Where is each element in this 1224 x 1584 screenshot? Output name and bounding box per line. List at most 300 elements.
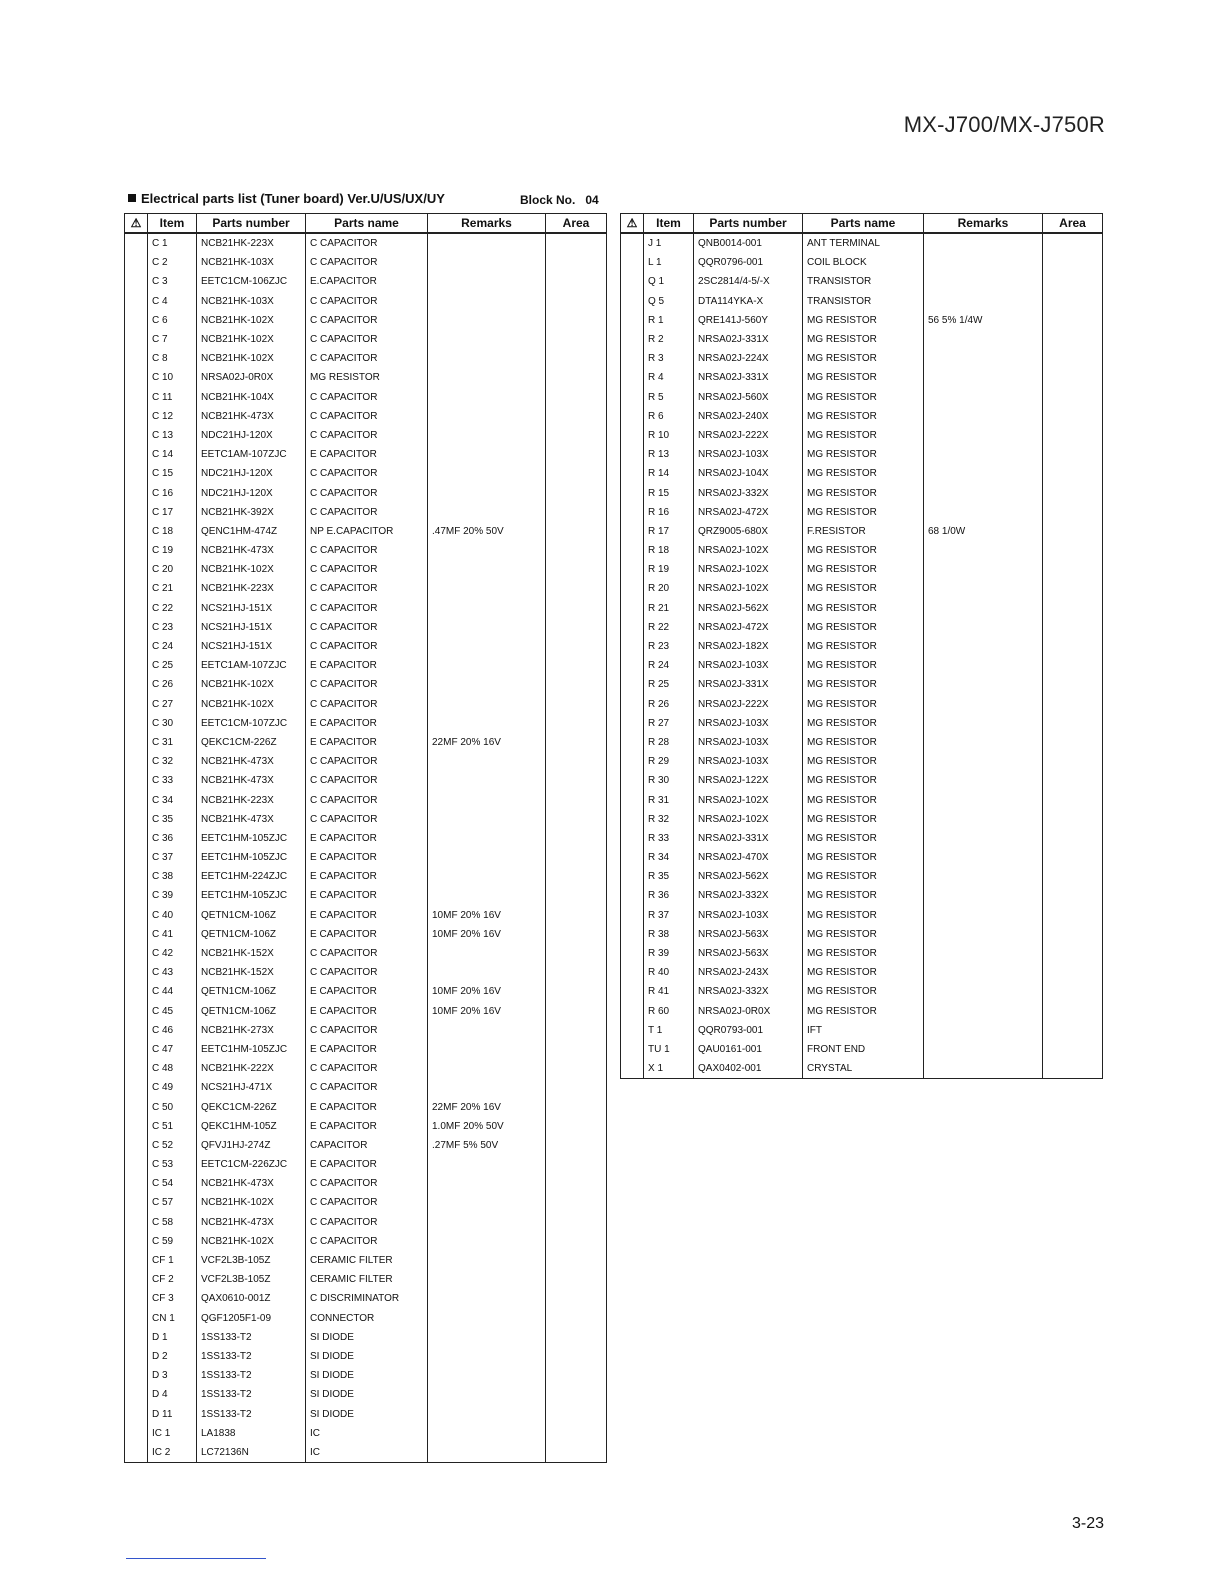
cell-remarks: 68 1/0W <box>924 522 1043 541</box>
cell-area <box>1043 790 1103 809</box>
column-header-parts-number: Parts number <box>197 214 306 234</box>
cell-parts-number: NRSA02J-102X <box>694 790 803 809</box>
cell-remarks <box>428 1251 546 1270</box>
cell-warning <box>125 253 148 272</box>
cell-item: C 17 <box>148 503 197 522</box>
cell-remarks <box>428 771 546 790</box>
cell-item: Q 1 <box>644 272 694 291</box>
cell-remarks <box>428 637 546 656</box>
parts-table-right <box>620 213 1103 1079</box>
table-header-row <box>125 214 607 234</box>
cell-area <box>1043 464 1103 483</box>
cell-parts-name: C CAPACITOR <box>306 407 428 426</box>
cell-parts-number: NRSA02J-470X <box>694 848 803 867</box>
cell-parts-name: C CAPACITOR <box>306 1078 428 1097</box>
cell-area <box>546 560 607 579</box>
cell-parts-number: QFVJ1HJ-274Z <box>197 1136 306 1155</box>
table-row <box>125 464 607 483</box>
cell-parts-number: EETC1CM-226ZJC <box>197 1155 306 1174</box>
cell-warning <box>621 1040 644 1059</box>
cell-remarks <box>428 1443 546 1463</box>
cell-parts-number: QQR0796-001 <box>694 253 803 272</box>
cell-remarks <box>924 1059 1043 1079</box>
cell-parts-name: C CAPACITOR <box>306 944 428 963</box>
cell-area <box>546 963 607 982</box>
cell-parts-number: NRSA02J-222X <box>694 695 803 714</box>
cell-warning <box>621 944 644 963</box>
cell-item: R 17 <box>644 522 694 541</box>
cell-parts-number: NRSA02J-102X <box>694 579 803 598</box>
cell-item: C 31 <box>148 733 197 752</box>
column-header-item: Item <box>148 214 197 234</box>
cell-parts-name: E CAPACITOR <box>306 925 428 944</box>
cell-area <box>1043 579 1103 598</box>
cell-warning <box>125 1309 148 1328</box>
cell-warning <box>125 503 148 522</box>
cell-area <box>1043 695 1103 714</box>
cell-remarks <box>428 656 546 675</box>
cell-parts-number: NCB21HK-473X <box>197 541 306 560</box>
table-row <box>621 848 1103 867</box>
column-header-remarks: Remarks <box>924 214 1043 234</box>
cell-item: D 11 <box>148 1404 197 1423</box>
parts-table-body <box>125 233 607 1463</box>
cell-parts-number: NRSA02J-182X <box>694 637 803 656</box>
cell-area <box>546 483 607 502</box>
cell-area <box>546 1347 607 1366</box>
cell-remarks <box>924 541 1043 560</box>
cell-warning <box>621 426 644 445</box>
cell-item: C 10 <box>148 368 197 387</box>
cell-area <box>1043 944 1103 963</box>
cell-warning <box>621 829 644 848</box>
cell-parts-number: QEKC1CM-226Z <box>197 733 306 752</box>
cell-item: R 14 <box>644 464 694 483</box>
table-row <box>125 982 607 1001</box>
cell-warning <box>621 714 644 733</box>
cell-item: C 15 <box>148 464 197 483</box>
cell-warning <box>125 1097 148 1116</box>
cell-remarks <box>428 618 546 637</box>
cell-item: R 16 <box>644 503 694 522</box>
cell-item: C 53 <box>148 1155 197 1174</box>
cell-warning <box>621 733 644 752</box>
cell-remarks <box>428 1193 546 1212</box>
cell-parts-number: NRSA02J-104X <box>694 464 803 483</box>
cell-remarks <box>428 790 546 809</box>
cell-warning <box>621 637 644 656</box>
cell-remarks <box>924 388 1043 407</box>
cell-parts-number: EETC1HM-105ZJC <box>197 886 306 905</box>
table-row <box>621 982 1103 1001</box>
table-row <box>125 771 607 790</box>
table-row <box>621 637 1103 656</box>
cell-item: R 13 <box>644 445 694 464</box>
table-row <box>125 1424 607 1443</box>
cell-area <box>546 867 607 886</box>
cell-item: C 19 <box>148 541 197 560</box>
cell-item: C 24 <box>148 637 197 656</box>
cell-warning <box>125 1155 148 1174</box>
cell-item: TU 1 <box>644 1040 694 1059</box>
cell-area <box>546 637 607 656</box>
cell-item: C 51 <box>148 1117 197 1136</box>
cell-parts-name: E CAPACITOR <box>306 656 428 675</box>
table-row <box>621 330 1103 349</box>
cell-parts-number: NRSA02J-0R0X <box>694 1002 803 1021</box>
cell-area <box>546 599 607 618</box>
cell-parts-name: E CAPACITOR <box>306 1040 428 1059</box>
cell-item: C 54 <box>148 1174 197 1193</box>
cell-parts-name: SI DIODE <box>306 1347 428 1366</box>
cell-area <box>546 1232 607 1251</box>
cell-parts-number: 1SS133-T2 <box>197 1366 306 1385</box>
cell-parts-name: C CAPACITOR <box>306 618 428 637</box>
cell-remarks: 22MF 20% 16V <box>428 733 546 752</box>
cell-area <box>1043 407 1103 426</box>
table-row <box>125 1174 607 1193</box>
table-row <box>621 1040 1103 1059</box>
warning-icon: ⚠ <box>125 214 148 234</box>
cell-area <box>546 253 607 272</box>
cell-parts-name: E CAPACITOR <box>306 1117 428 1136</box>
cell-area <box>1043 752 1103 771</box>
cell-warning <box>125 1404 148 1423</box>
cell-item: R 24 <box>644 656 694 675</box>
cell-remarks <box>428 1385 546 1404</box>
cell-area <box>546 1174 607 1193</box>
cell-item: R 20 <box>644 579 694 598</box>
cell-warning <box>125 541 148 560</box>
cell-warning <box>125 944 148 963</box>
cell-warning <box>621 848 644 867</box>
cell-parts-name: MG RESISTOR <box>803 925 924 944</box>
cell-area <box>546 1424 607 1443</box>
cell-item: C 20 <box>148 560 197 579</box>
cell-warning <box>125 560 148 579</box>
table-row <box>125 1366 607 1385</box>
cell-remarks <box>924 445 1043 464</box>
cell-item: CN 1 <box>148 1309 197 1328</box>
cell-area <box>546 1309 607 1328</box>
cell-warning <box>621 388 644 407</box>
cell-parts-name: MG RESISTOR <box>803 982 924 1001</box>
cell-remarks <box>924 579 1043 598</box>
cell-item: C 42 <box>148 944 197 963</box>
cell-parts-number: EETC1HM-224ZJC <box>197 867 306 886</box>
cell-warning <box>621 771 644 790</box>
cell-remarks <box>924 829 1043 848</box>
cell-parts-number: NCB21HK-473X <box>197 752 306 771</box>
cell-parts-number: LC72136N <box>197 1443 306 1463</box>
cell-item: R 26 <box>644 695 694 714</box>
cell-remarks <box>924 944 1043 963</box>
cell-remarks <box>924 1040 1043 1059</box>
cell-parts-number: NRSA02J-103X <box>694 445 803 464</box>
table-row <box>621 445 1103 464</box>
cell-area <box>1043 292 1103 311</box>
table-row <box>621 810 1103 829</box>
cell-parts-name: MG RESISTOR <box>803 752 924 771</box>
cell-warning <box>125 407 148 426</box>
table-row <box>621 368 1103 387</box>
cell-item: R 35 <box>644 867 694 886</box>
cell-item: L 1 <box>644 253 694 272</box>
cell-item: C 44 <box>148 982 197 1001</box>
cell-parts-name: MG RESISTOR <box>803 618 924 637</box>
table-row <box>125 886 607 905</box>
cell-warning <box>125 1193 148 1212</box>
table-row <box>125 1155 607 1174</box>
cell-parts-number: NRSA02J-472X <box>694 503 803 522</box>
cell-parts-name: MG RESISTOR <box>803 1002 924 1021</box>
cell-parts-number: 2SC2814/4-5/-X <box>694 272 803 291</box>
cell-area <box>1043 272 1103 291</box>
cell-parts-name: MG RESISTOR <box>803 790 924 809</box>
cell-item: C 13 <box>148 426 197 445</box>
cell-item: CF 1 <box>148 1251 197 1270</box>
cell-parts-number: NRSA02J-563X <box>694 925 803 944</box>
cell-area <box>546 426 607 445</box>
cell-remarks <box>428 848 546 867</box>
cell-warning <box>125 1289 148 1308</box>
cell-area <box>1043 522 1103 541</box>
cell-warning <box>621 695 644 714</box>
cell-area <box>546 311 607 330</box>
block-number <box>520 193 599 207</box>
cell-warning <box>125 599 148 618</box>
cell-warning <box>621 407 644 426</box>
table-row <box>125 1347 607 1366</box>
cell-parts-name: C CAPACITOR <box>306 1021 428 1040</box>
cell-parts-number: NRSA02J-472X <box>694 618 803 637</box>
cell-area <box>546 1270 607 1289</box>
cell-item: C 45 <box>148 1002 197 1021</box>
cell-parts-name: C CAPACITOR <box>306 330 428 349</box>
cell-parts-name: MG RESISTOR <box>803 656 924 675</box>
cell-item: C 26 <box>148 675 197 694</box>
cell-warning <box>621 656 644 675</box>
cell-parts-name: CONNECTOR <box>306 1309 428 1328</box>
cell-area <box>1043 675 1103 694</box>
column-header-remarks: Remarks <box>428 214 546 234</box>
cell-parts-name: C CAPACITOR <box>306 695 428 714</box>
cell-parts-number: NRSA02J-243X <box>694 963 803 982</box>
cell-area <box>546 1328 607 1347</box>
cell-remarks <box>428 1309 546 1328</box>
table-row <box>125 1193 607 1212</box>
cell-warning <box>125 925 148 944</box>
cell-remarks <box>924 426 1043 445</box>
cell-area <box>546 618 607 637</box>
cell-remarks <box>428 829 546 848</box>
cell-parts-name: MG RESISTOR <box>803 810 924 829</box>
cell-parts-number: NCS21HJ-471X <box>197 1078 306 1097</box>
cell-parts-name: MG RESISTOR <box>803 867 924 886</box>
cell-warning <box>125 829 148 848</box>
cell-parts-number: NRSA02J-102X <box>694 810 803 829</box>
cell-parts-name: C CAPACITOR <box>306 541 428 560</box>
cell-parts-name: NP E.CAPACITOR <box>306 522 428 541</box>
cell-warning <box>125 771 148 790</box>
cell-warning <box>621 1021 644 1040</box>
cell-item: C 59 <box>148 1232 197 1251</box>
table-row <box>621 963 1103 982</box>
cell-parts-number: QETN1CM-106Z <box>197 906 306 925</box>
cell-remarks <box>924 963 1043 982</box>
cell-warning <box>125 426 148 445</box>
table-row <box>125 1136 607 1155</box>
cell-area <box>546 982 607 1001</box>
cell-warning <box>125 445 148 464</box>
cell-area <box>546 656 607 675</box>
cell-item: C 3 <box>148 272 197 291</box>
cell-parts-name: C CAPACITOR <box>306 560 428 579</box>
cell-remarks <box>428 445 546 464</box>
cell-warning <box>125 1385 148 1404</box>
cell-warning <box>621 1059 644 1079</box>
cell-remarks <box>924 292 1043 311</box>
cell-warning <box>621 560 644 579</box>
cell-parts-number: NCB21HK-473X <box>197 1174 306 1193</box>
cell-remarks <box>924 733 1043 752</box>
cell-warning <box>621 752 644 771</box>
table-row <box>125 349 607 368</box>
table-row <box>621 483 1103 502</box>
cell-item: CF 2 <box>148 1270 197 1289</box>
cell-parts-number: NCS21HJ-151X <box>197 599 306 618</box>
cell-parts-number: NCB21HK-103X <box>197 292 306 311</box>
cell-parts-number: EETC1HM-105ZJC <box>197 848 306 867</box>
cell-area <box>1043 445 1103 464</box>
cell-warning <box>125 618 148 637</box>
cell-item: R 19 <box>644 560 694 579</box>
cell-parts-number: NCB21HK-152X <box>197 963 306 982</box>
cell-remarks <box>428 1174 546 1193</box>
cell-area <box>1043 503 1103 522</box>
cell-remarks <box>428 695 546 714</box>
table-row <box>621 253 1103 272</box>
cell-warning <box>125 330 148 349</box>
cell-parts-name: MG RESISTOR <box>803 695 924 714</box>
cell-item: C 37 <box>148 848 197 867</box>
cell-remarks <box>428 675 546 694</box>
cell-parts-name: E CAPACITOR <box>306 886 428 905</box>
cell-warning <box>125 1251 148 1270</box>
cell-warning <box>125 714 148 733</box>
cell-remarks: 10MF 20% 16V <box>428 925 546 944</box>
cell-parts-number: QEKC1HM-105Z <box>197 1117 306 1136</box>
cell-item: D 1 <box>148 1328 197 1347</box>
cell-parts-number: EETC1HM-105ZJC <box>197 829 306 848</box>
cell-area <box>1043 906 1103 925</box>
cell-area <box>1043 1002 1103 1021</box>
cell-item: C 46 <box>148 1021 197 1040</box>
cell-item: D 2 <box>148 1347 197 1366</box>
cell-area <box>546 388 607 407</box>
cell-remarks <box>428 1059 546 1078</box>
cell-parts-name: C CAPACITOR <box>306 752 428 771</box>
table-row <box>621 599 1103 618</box>
cell-area <box>546 1136 607 1155</box>
cell-warning <box>125 982 148 1001</box>
cell-remarks <box>924 233 1043 253</box>
cell-parts-number: EETC1CM-107ZJC <box>197 714 306 733</box>
cell-item: C 40 <box>148 906 197 925</box>
cell-item: C 21 <box>148 579 197 598</box>
cell-warning <box>621 906 644 925</box>
cell-remarks <box>924 867 1043 886</box>
cell-remarks <box>924 599 1043 618</box>
cell-remarks <box>924 349 1043 368</box>
cell-parts-name: CAPACITOR <box>306 1136 428 1155</box>
cell-parts-number: EETC1AM-107ZJC <box>197 445 306 464</box>
cell-warning <box>125 1270 148 1289</box>
cell-area <box>546 733 607 752</box>
cell-area <box>546 1193 607 1212</box>
cell-area <box>1043 771 1103 790</box>
cell-remarks <box>924 618 1043 637</box>
cell-parts-name: E CAPACITOR <box>306 982 428 1001</box>
cell-area <box>1043 637 1103 656</box>
cell-warning <box>125 233 148 253</box>
cell-item: R 3 <box>644 349 694 368</box>
cell-item: R 5 <box>644 388 694 407</box>
cell-area <box>546 752 607 771</box>
cell-parts-number: NCB21HK-222X <box>197 1059 306 1078</box>
cell-parts-number: NRSA02J-102X <box>694 541 803 560</box>
cell-area <box>1043 867 1103 886</box>
cell-remarks <box>924 483 1043 502</box>
cell-area <box>546 771 607 790</box>
cell-area <box>1043 388 1103 407</box>
cell-warning <box>125 848 148 867</box>
cell-area <box>546 1443 607 1463</box>
cell-item: C 1 <box>148 233 197 253</box>
cell-warning <box>621 675 644 694</box>
cell-remarks <box>924 503 1043 522</box>
cell-parts-number: NCS21HJ-151X <box>197 637 306 656</box>
page-number: 3-23 <box>1071 1515 1104 1532</box>
table-row <box>125 963 607 982</box>
cell-area <box>1043 368 1103 387</box>
cell-area <box>1043 886 1103 905</box>
cell-remarks <box>924 848 1043 867</box>
cell-area <box>1043 963 1103 982</box>
cell-item: D 4 <box>148 1385 197 1404</box>
cell-item: C 18 <box>148 522 197 541</box>
table-row <box>125 1289 607 1308</box>
table-row <box>621 1059 1103 1079</box>
table-row <box>621 675 1103 694</box>
cell-area <box>546 829 607 848</box>
table-row <box>125 695 607 714</box>
cell-warning <box>125 963 148 982</box>
cell-remarks <box>924 714 1043 733</box>
table-row <box>621 886 1103 905</box>
cell-item: C 38 <box>148 867 197 886</box>
cell-remarks <box>428 388 546 407</box>
cell-item: IC 1 <box>148 1424 197 1443</box>
cell-parts-number: NRSA02J-332X <box>694 886 803 905</box>
table-row <box>125 656 607 675</box>
cell-remarks <box>428 503 546 522</box>
cell-item: R 60 <box>644 1002 694 1021</box>
cell-area <box>1043 618 1103 637</box>
cell-area <box>546 1251 607 1270</box>
cell-parts-number: 1SS133-T2 <box>197 1347 306 1366</box>
cell-area <box>546 522 607 541</box>
